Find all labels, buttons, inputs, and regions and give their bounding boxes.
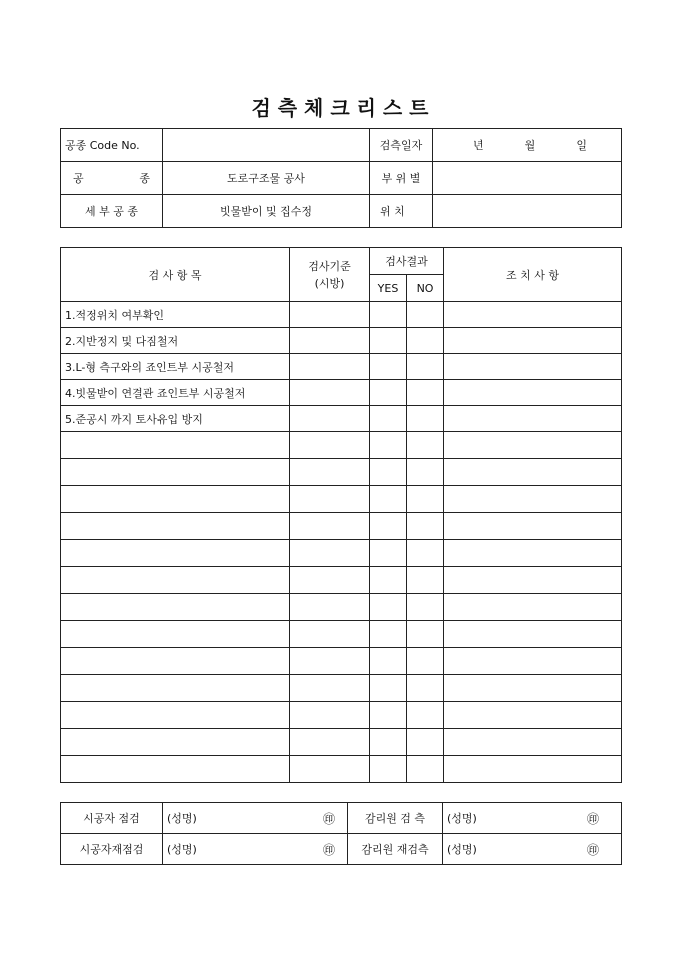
checklist-action[interactable] bbox=[444, 486, 622, 513]
checklist-item: 1.적정위치 여부확인 bbox=[61, 302, 290, 328]
checklist-row bbox=[61, 328, 622, 354]
checklist-criteria[interactable] bbox=[290, 406, 370, 432]
checklist-item: 5.준공시 까지 토사유입 방지 bbox=[61, 406, 290, 432]
code-label: 공종 Code No. bbox=[61, 129, 163, 162]
checklist-action[interactable] bbox=[444, 540, 622, 567]
code-value[interactable] bbox=[163, 129, 370, 162]
checklist-no[interactable] bbox=[407, 328, 444, 354]
checklist-body bbox=[61, 302, 622, 783]
checklist-yes[interactable] bbox=[370, 513, 407, 540]
checklist-action[interactable] bbox=[444, 702, 622, 729]
checklist-row bbox=[61, 702, 622, 729]
checklist-yes[interactable] bbox=[370, 648, 407, 675]
checklist-yes[interactable] bbox=[370, 729, 407, 756]
supervisor-reinspect-seal: ㊞ bbox=[565, 834, 622, 865]
checklist-item bbox=[61, 648, 290, 675]
checklist-row bbox=[61, 675, 622, 702]
work-type-label bbox=[61, 162, 163, 195]
checklist-yes[interactable] bbox=[370, 702, 407, 729]
checklist-yes[interactable] bbox=[370, 328, 407, 354]
checklist-action[interactable] bbox=[444, 567, 622, 594]
checklist-yes[interactable] bbox=[370, 354, 407, 380]
checklist-no[interactable] bbox=[407, 380, 444, 406]
info-table bbox=[60, 128, 622, 228]
contractor-check-seal: ㊞ bbox=[288, 803, 348, 834]
checklist-row bbox=[61, 406, 622, 432]
checklist-action[interactable] bbox=[444, 459, 622, 486]
detail-label: 세 부 공 종 bbox=[61, 195, 163, 228]
checklist-criteria[interactable] bbox=[290, 432, 370, 459]
checklist-yes[interactable] bbox=[370, 406, 407, 432]
info-row-detail bbox=[61, 195, 622, 228]
checklist-row bbox=[61, 354, 622, 380]
checklist-no[interactable] bbox=[407, 432, 444, 459]
criteria-header-1: 검사기준 bbox=[308, 259, 351, 273]
supervisor-reinspect-label: 감리원 재검측 bbox=[348, 834, 443, 865]
info-row-work-type bbox=[61, 162, 622, 195]
checklist-item bbox=[61, 459, 290, 486]
checklist-row bbox=[61, 302, 622, 328]
checklist-criteria[interactable] bbox=[290, 702, 370, 729]
criteria-header bbox=[290, 248, 370, 302]
contractor-recheck-name[interactable]: (성명) bbox=[163, 834, 288, 865]
supervisor-inspect-seal: ㊞ bbox=[565, 803, 622, 834]
checklist-yes[interactable] bbox=[370, 540, 407, 567]
checklist-row bbox=[61, 380, 622, 406]
checklist-row bbox=[61, 432, 622, 459]
checklist-action[interactable] bbox=[444, 513, 622, 540]
checklist-criteria[interactable] bbox=[290, 540, 370, 567]
supervisor-inspect-label: 감리원 검 측 bbox=[348, 803, 443, 834]
part-value[interactable] bbox=[433, 162, 622, 195]
checklist-no[interactable] bbox=[407, 302, 444, 328]
checklist-yes[interactable] bbox=[370, 459, 407, 486]
checklist-no[interactable] bbox=[407, 675, 444, 702]
checklist-criteria[interactable] bbox=[290, 675, 370, 702]
location-label: 위 치 bbox=[370, 195, 433, 228]
info-row-code bbox=[61, 129, 622, 162]
checklist-row bbox=[61, 648, 622, 675]
checklist-criteria[interactable] bbox=[290, 328, 370, 354]
checklist-item bbox=[61, 675, 290, 702]
signature-row-1 bbox=[61, 803, 622, 834]
date-month: 월 bbox=[524, 139, 536, 152]
checklist-action[interactable] bbox=[444, 594, 622, 621]
checklist-action[interactable] bbox=[444, 354, 622, 380]
checklist-row bbox=[61, 621, 622, 648]
date-value[interactable] bbox=[433, 129, 622, 162]
date-year: 년 bbox=[473, 139, 484, 152]
location-value[interactable] bbox=[433, 195, 622, 228]
date-day: 일 bbox=[576, 139, 587, 152]
checklist-criteria[interactable] bbox=[290, 486, 370, 513]
checklist-item: 3.L-형 측구와의 죠인트부 시공철저 bbox=[61, 354, 290, 380]
supervisor-inspect-name[interactable]: (성명) bbox=[443, 803, 565, 834]
supervisor-reinspect-name[interactable]: (성명) bbox=[443, 834, 565, 865]
checklist-yes[interactable] bbox=[370, 675, 407, 702]
checklist-yes[interactable] bbox=[370, 486, 407, 513]
checklist-action[interactable] bbox=[444, 621, 622, 648]
signature-table bbox=[60, 802, 622, 865]
checklist-row bbox=[61, 756, 622, 783]
signature-row-2 bbox=[61, 834, 622, 865]
checklist-item bbox=[61, 486, 290, 513]
checklist-criteria[interactable] bbox=[290, 567, 370, 594]
checklist-no[interactable] bbox=[407, 540, 444, 567]
checklist-item bbox=[61, 756, 290, 783]
checklist-no[interactable] bbox=[407, 354, 444, 380]
checklist-criteria[interactable] bbox=[290, 354, 370, 380]
checklist-criteria[interactable] bbox=[290, 756, 370, 783]
checklist-criteria[interactable] bbox=[290, 302, 370, 328]
checklist-action[interactable] bbox=[444, 648, 622, 675]
checklist-row bbox=[61, 729, 622, 756]
action-header: 조 치 사 항 bbox=[444, 248, 622, 302]
checklist-item: 4.빗물받이 연결관 죠인트부 시공철저 bbox=[61, 380, 290, 406]
checklist-table bbox=[60, 247, 622, 783]
checklist-row bbox=[61, 513, 622, 540]
work-type-value[interactable]: 도로구조물 공사 bbox=[163, 162, 370, 195]
checklist-no[interactable] bbox=[407, 594, 444, 621]
contractor-recheck-seal: ㊞ bbox=[288, 834, 348, 865]
checklist-no[interactable] bbox=[407, 729, 444, 756]
work-type-label-a: 공 bbox=[73, 172, 84, 185]
checklist-row bbox=[61, 594, 622, 621]
checklist-header-row bbox=[61, 248, 622, 275]
checklist-action[interactable] bbox=[444, 432, 622, 459]
checklist-criteria[interactable] bbox=[290, 513, 370, 540]
item-header: 검 사 항 목 bbox=[61, 248, 290, 302]
result-header: 검사결과 bbox=[370, 248, 444, 275]
date-label: 검측일자 bbox=[370, 129, 433, 162]
checklist-item bbox=[61, 567, 290, 594]
contractor-recheck-label: 시공자재점검 bbox=[61, 834, 163, 865]
checklist-row bbox=[61, 486, 622, 513]
yes-header: YES bbox=[370, 275, 407, 302]
checklist-no[interactable] bbox=[407, 702, 444, 729]
checklist-action[interactable] bbox=[444, 380, 622, 406]
checklist-criteria[interactable] bbox=[290, 648, 370, 675]
checklist-row bbox=[61, 459, 622, 486]
checklist-row bbox=[61, 540, 622, 567]
checklist-criteria[interactable] bbox=[290, 594, 370, 621]
checklist-action[interactable] bbox=[444, 729, 622, 756]
checklist-item bbox=[61, 540, 290, 567]
checklist-no[interactable] bbox=[407, 459, 444, 486]
contractor-check-label: 시공자 점검 bbox=[61, 803, 163, 834]
checklist-no[interactable] bbox=[407, 567, 444, 594]
work-type-label-b: 종 bbox=[139, 172, 150, 185]
checklist-criteria[interactable] bbox=[290, 729, 370, 756]
checklist-no[interactable] bbox=[407, 756, 444, 783]
checklist-action[interactable] bbox=[444, 302, 622, 328]
checklist-yes[interactable] bbox=[370, 302, 407, 328]
checklist-yes[interactable] bbox=[370, 432, 407, 459]
checklist-item bbox=[61, 432, 290, 459]
contractor-check-name[interactable]: (성명) bbox=[163, 803, 288, 834]
checklist-no[interactable] bbox=[407, 648, 444, 675]
checklist-item bbox=[61, 513, 290, 540]
checklist-yes[interactable] bbox=[370, 594, 407, 621]
checklist-no[interactable] bbox=[407, 406, 444, 432]
checklist-item: 2.지반정지 및 다짐철저 bbox=[61, 328, 290, 354]
checklist-item bbox=[61, 729, 290, 756]
checklist-criteria[interactable] bbox=[290, 459, 370, 486]
checklist-no[interactable] bbox=[407, 513, 444, 540]
checklist-no[interactable] bbox=[407, 486, 444, 513]
no-header: NO bbox=[407, 275, 444, 302]
checklist-action[interactable] bbox=[444, 675, 622, 702]
checklist-action[interactable] bbox=[444, 756, 622, 783]
checklist-yes[interactable] bbox=[370, 567, 407, 594]
checklist-yes[interactable] bbox=[370, 756, 407, 783]
checklist-action[interactable] bbox=[444, 406, 622, 432]
checklist-criteria[interactable] bbox=[290, 380, 370, 406]
detail-value[interactable]: 빗물받이 및 집수정 bbox=[163, 195, 370, 228]
checklist-item bbox=[61, 594, 290, 621]
checklist-yes[interactable] bbox=[370, 621, 407, 648]
checklist-action[interactable] bbox=[444, 328, 622, 354]
checklist-criteria[interactable] bbox=[290, 621, 370, 648]
checklist-no[interactable] bbox=[407, 621, 444, 648]
checklist-yes[interactable] bbox=[370, 380, 407, 406]
criteria-header-2: (시방) bbox=[314, 276, 345, 290]
part-label: 부 위 별 bbox=[370, 162, 433, 195]
page-title: 검 측 체 크 리 스 트 bbox=[251, 96, 429, 120]
checklist-item bbox=[61, 621, 290, 648]
checklist-row bbox=[61, 567, 622, 594]
checklist-item bbox=[61, 702, 290, 729]
